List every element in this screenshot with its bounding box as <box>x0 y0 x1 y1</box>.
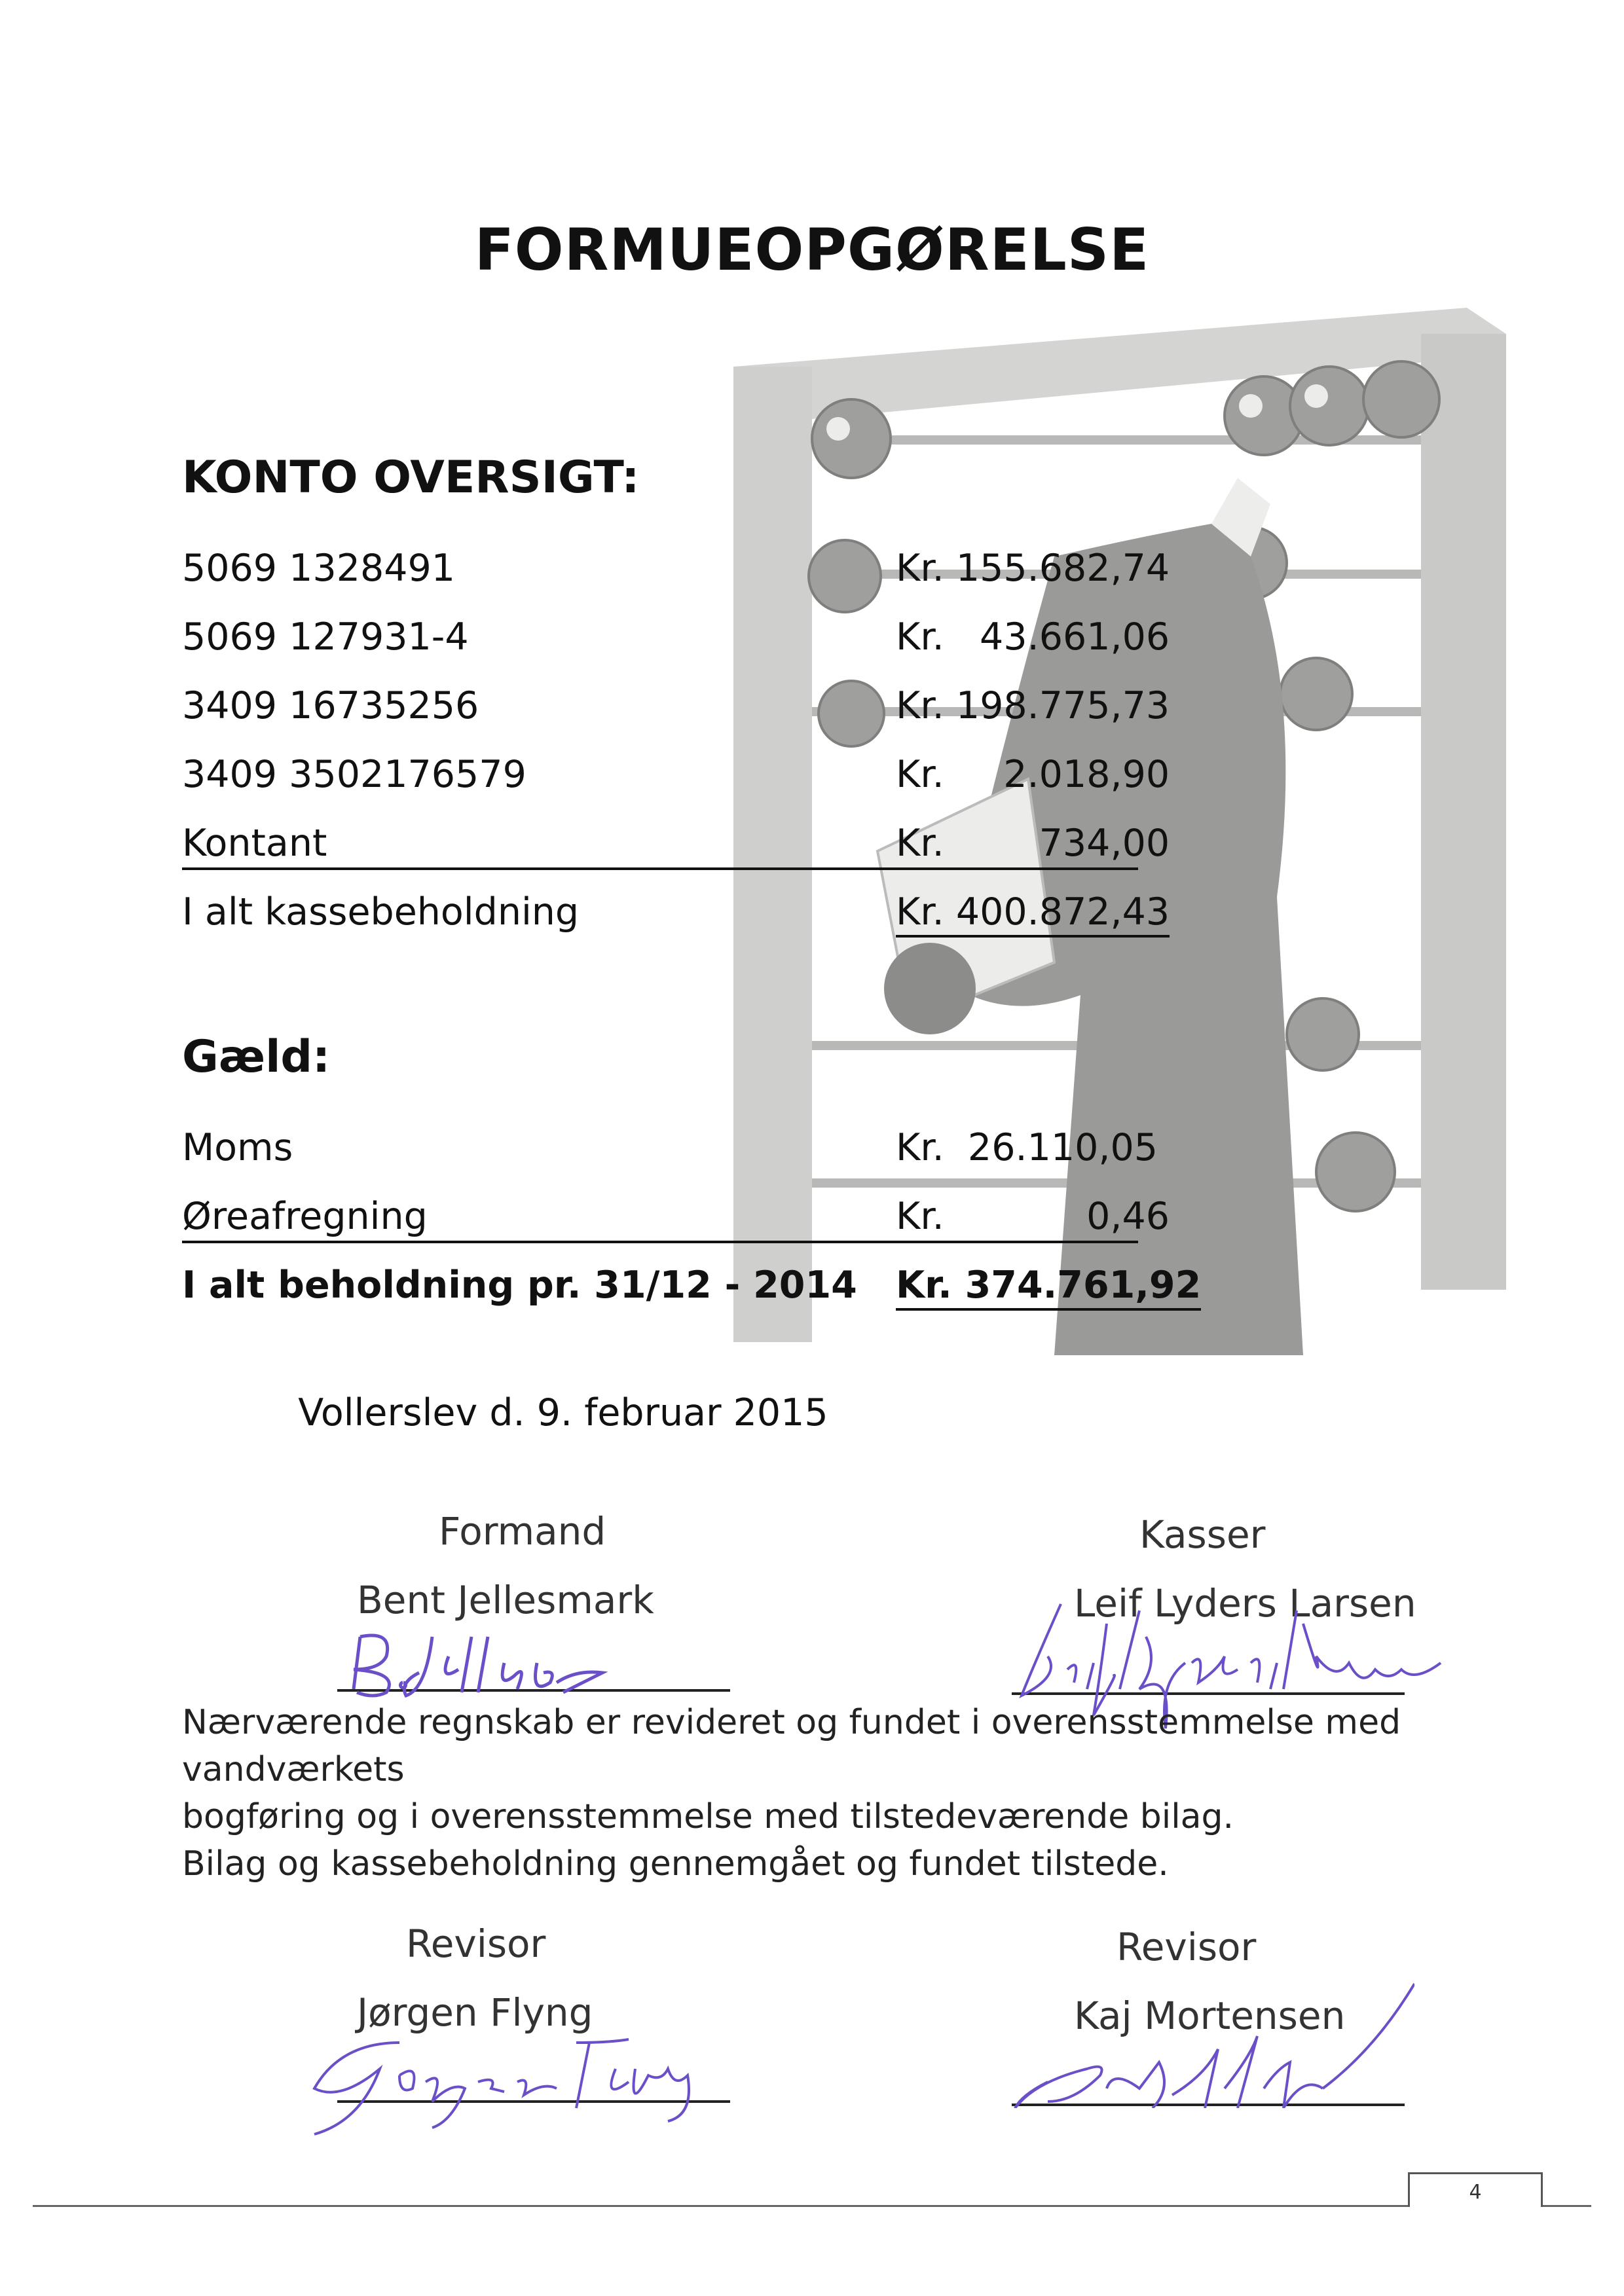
statement-line: Nærværende regnskab er revideret og fundet i overensstemmelse med vandværkets <box>182 1703 1401 1789</box>
account-amount: Kr. 198.775,73 <box>896 684 1170 727</box>
account-row <box>182 822 1170 874</box>
revisor2-role: Revisor <box>1116 1925 1257 1969</box>
account-amount: Kr. 734,00 <box>896 822 1170 865</box>
formand-signature <box>341 1611 616 1709</box>
footer-rule <box>33 2205 1591 2207</box>
account-number: 3409 16735256 <box>182 684 479 727</box>
total-label: I alt kassebeholdning <box>182 890 580 934</box>
account-amount: Kr. 2.018,90 <box>896 753 1170 796</box>
statement-line: bogføring og i overensstemmelse med tilstedeværende bilag. <box>182 1797 1234 1836</box>
kasser-role: Kasser <box>1139 1512 1266 1557</box>
page-number: 4 <box>1408 2172 1543 2207</box>
debt-row <box>182 1195 1170 1247</box>
revisor2-signature <box>1008 1977 1414 2108</box>
date-line: Vollerslev d. 9. februar 2015 <box>298 1391 828 1434</box>
debt-amount: Kr. 26.110,05 <box>896 1126 1158 1169</box>
account-number: 5069 1328491 <box>182 547 456 590</box>
grand-total-row <box>182 1264 1202 1316</box>
debt-label: Moms <box>182 1126 293 1169</box>
divider <box>182 1241 1138 1243</box>
account-number: 3409 3502176579 <box>182 753 526 796</box>
grand-total-label: I alt beholdning pr. 31/12 - 2014 <box>182 1264 857 1307</box>
grand-total-amount: Kr. 374.761,92 <box>896 1264 1201 1311</box>
divider <box>182 867 1138 870</box>
statement-line: Bilag og kassebeholdning gennemgået og fundet tilstede. <box>182 1844 1169 1884</box>
debt-amount: Kr. 0,46 <box>896 1195 1170 1238</box>
revisor1-role: Revisor <box>406 1922 546 1966</box>
account-row <box>182 753 1170 805</box>
account-row <box>182 684 1170 737</box>
kasser-name: Leif Lyders Larsen <box>1074 1581 1416 1626</box>
debt-row <box>182 1126 1158 1178</box>
debt-label: Øreafregning <box>182 1195 428 1238</box>
debt-heading: Gæld: <box>182 1031 331 1083</box>
account-number: 5069 127931-4 <box>182 615 469 659</box>
accounts-heading: KONTO OVERSIGT: <box>182 452 640 503</box>
page-title: FORMUEOPGØRELSE <box>474 216 1150 283</box>
account-row <box>182 547 1170 599</box>
revisor1-signature <box>301 2003 799 2147</box>
account-number: Kontant <box>182 822 327 865</box>
total-amount: Kr. 400.872,43 <box>896 890 1170 938</box>
account-amount: Kr. 155.682,74 <box>896 547 1170 590</box>
accounts-total-row <box>182 890 1170 943</box>
audit-statement <box>182 1699 1524 1887</box>
formand-name: Bent Jellesmark <box>357 1578 654 1622</box>
formand-role: Formand <box>439 1509 606 1554</box>
account-amount: Kr. 43.661,06 <box>896 615 1170 659</box>
revisor1-name: Jørgen Flyng <box>357 1990 593 2035</box>
account-row <box>182 615 1170 668</box>
revisor2-name: Kaj Mortensen <box>1074 1994 1346 2038</box>
